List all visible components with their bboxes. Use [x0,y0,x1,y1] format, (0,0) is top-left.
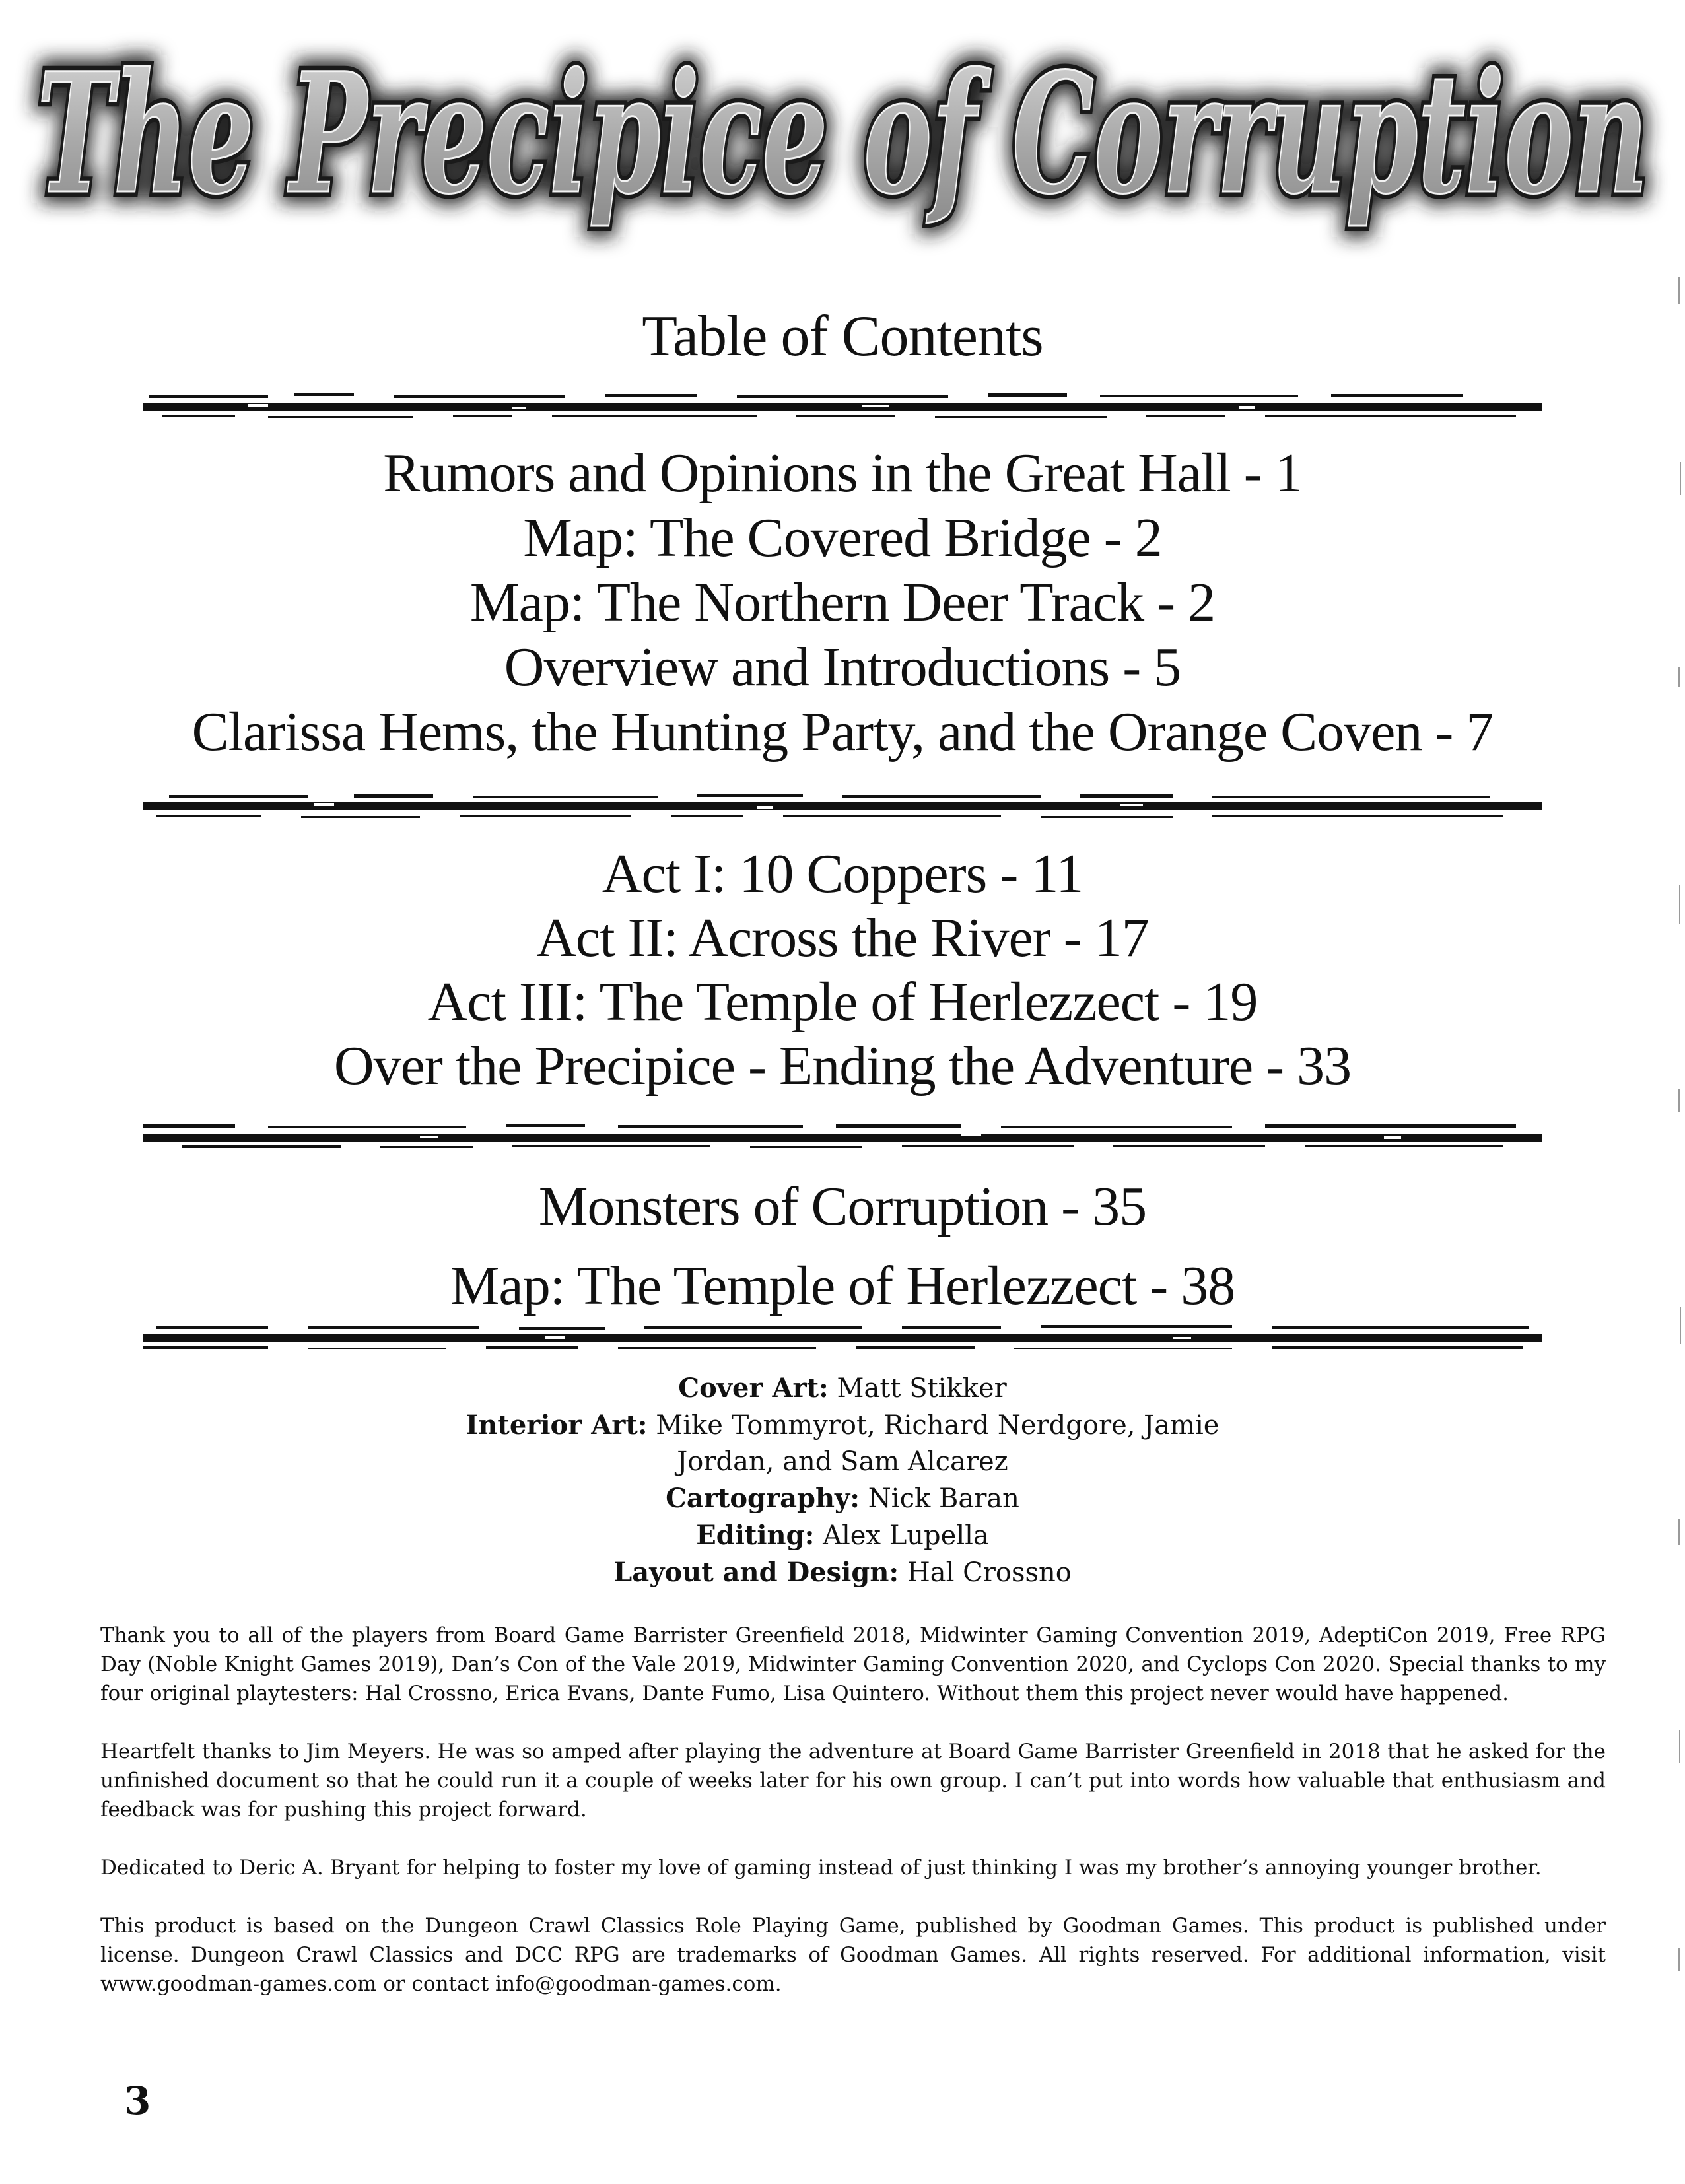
credit-role: Interior Art: [465,1410,648,1441]
page-title: The Precipice of Corruption [37,36,1648,230]
distressed-divider [143,1121,1542,1151]
toc-entry[interactable]: Map: The Northern Deer Track - 2 [469,572,1216,633]
heartfelt-paragraph: Heartfelt thanks to Jim Meyers. He was so amped after playing the adventure at Board Game Barrister Greenfield in 2018 that he asked for the unfinished document so that he could run it a couple of weeks later for his own group. I can’t put into words how valuable that enthusiasm and feedback was for pushing this project forward. [100,1740,1606,1822]
distressed-divider [143,391,1542,421]
credits-block [0,1370,1685,1591]
credit-cover-art [0,1370,1685,1407]
acknowledgements [100,1621,1606,2028]
credit-names: Nick Baran [868,1484,1019,1514]
page-number: 3 [124,2078,151,2123]
toc-entry[interactable]: Monsters of Corruption - 35 [538,1176,1147,1237]
toc-entry[interactable]: Clarissa Hems, the Hunting Party, and the Orange Coven - 7 [191,701,1494,763]
toc-entry[interactable]: Map: The Temple of Herlezzect - 38 [450,1255,1235,1316]
credit-names: Hal Crossno [907,1557,1072,1588]
credit-role: Cartography: [666,1483,860,1514]
dedication-paragraph: Dedicated to Deric A. Bryant for helping to foster my love of gaming instead of just thinking I was my brother’s annoying younger brother. [100,1856,1542,1880]
title-banner [0,0,1685,264]
toc-entry[interactable]: Overview and Introductions - 5 [504,636,1181,698]
credit-role: Layout and Design: [613,1557,899,1588]
credit-names: Alex Lupella [823,1520,989,1551]
toc-entry[interactable]: Act I: 10 Coppers - 11 [602,843,1083,904]
toc-heading: Table of Contents [642,304,1043,368]
toc-entry[interactable]: Over the Precipice - Ending the Adventure - 33 [333,1035,1352,1097]
title-banner-art [0,0,1685,264]
credit-names: Mike Tommyrot, Richard Nerdgore, Jamie [656,1410,1220,1441]
toc-section-appendix [0,1167,1685,1326]
credit-names: Matt Stikker [837,1373,1007,1404]
credit-editing [0,1517,1685,1554]
toc-entry[interactable]: Rumors and Opinions in the Great Hall - 1 [383,442,1302,504]
distressed-divider [143,1322,1542,1353]
toc-entry[interactable]: Act III: The Temple of Herlezzect - 19 [427,971,1258,1033]
credit-cartography [0,1480,1685,1517]
title-outline: The Precipice of Corruption [37,36,1648,230]
credit-role: Cover Art: [678,1373,829,1404]
credit-interior-art [0,1407,1685,1444]
license-paragraph: This product is based on the Dungeon Crawl Classics Role Playing Game, published by Goodman Games. This product is published under license. Dungeon Crawl Classics and DCC RPG are trademarks of Goodman Games. All rights reserved. For additional information, visit www.goodman-games.com or contact info@goodman-games.com. [100,1914,1606,1996]
toc-section-intro [0,441,1685,765]
distressed-divider [143,791,1542,821]
credit-role: Editing: [696,1520,815,1551]
toc-entry[interactable]: Act II: Across the River - 17 [536,907,1149,969]
toc-entry[interactable]: Map: The Covered Bridge - 2 [523,507,1162,568]
toc-section-acts [0,842,1685,1098]
thanks-paragraph: Thank you to all of the players from Board Game Barrister Greenfield 2018, Midwinter Gaming Convention 2019, AdeptiCon 2019, Free RPG Day (Noble Knight Games 2019), Dan’s Con of the Vale 2019, Midwinter Gaming Convention 2020, and Cyclops Con 2020. Special thanks to my four original playtesters: Hal Crossno, Erica Evans, Dante Fumo, Lisa Quintero. Without them this project never would have happened. [100,1623,1606,1705]
credit-layout [0,1554,1685,1591]
title-shadow: The Precipice of Corruption [37,36,1648,230]
credit-names-continued: Jordan, and Sam Alcarez [677,1447,1008,1477]
